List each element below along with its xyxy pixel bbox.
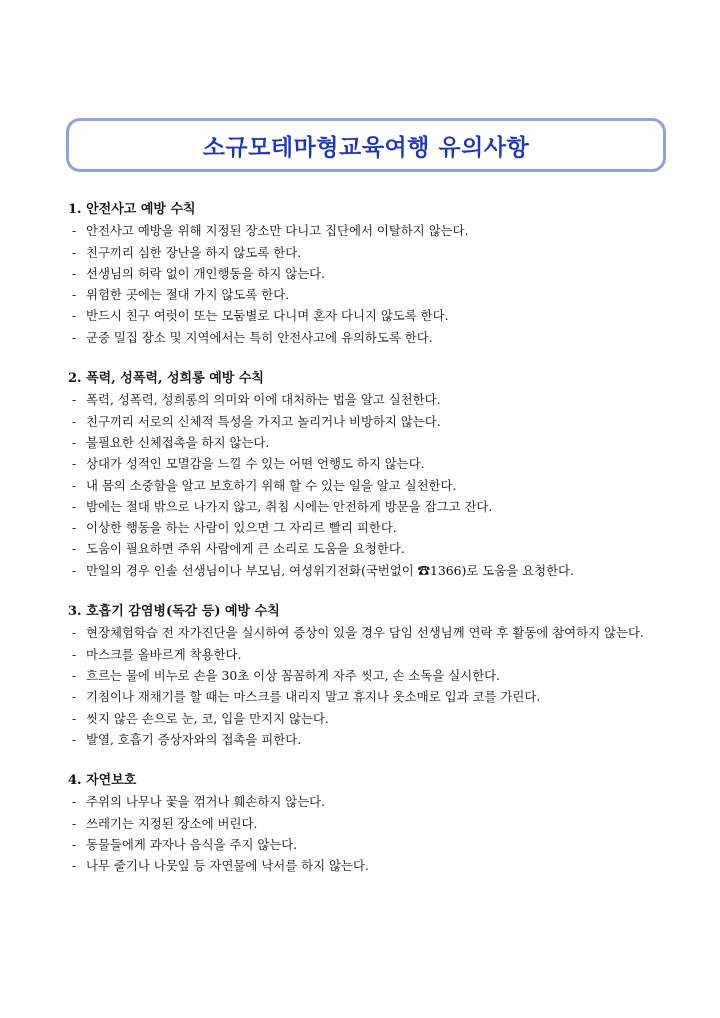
list-item — [68, 411, 668, 432]
list-item-text: 밤에는 절대 밖으로 나가지 않고, 취침 시에는 안전하게 방문을 잠그고 잔다. — [86, 498, 493, 514]
bullet-dash: - — [72, 223, 77, 239]
bullet-dash: - — [72, 858, 77, 874]
list-item — [68, 517, 668, 538]
list-item — [68, 686, 668, 707]
section-heading: 2. 폭력, 성폭력, 성희롱 예방 수칙 — [68, 371, 264, 387]
list-item — [68, 665, 668, 686]
list-item-text: 안전사고 예방을 위해 지정된 장소만 다니고 집단에서 이탈하지 않는다. — [86, 223, 469, 239]
bullet-dash: - — [72, 731, 77, 747]
bullet-dash: - — [72, 646, 77, 662]
list-item-text: 나무 줄기나 나뭇잎 등 자연물에 낙서를 하지 않는다. — [86, 858, 369, 874]
list-item — [68, 538, 668, 559]
section-violence-prevention — [68, 368, 668, 581]
section-heading: 3. 호흡기 감염병(독감 등) 예방 수칙 — [68, 604, 280, 620]
document-body — [68, 199, 668, 897]
list-item — [68, 708, 668, 729]
list-item — [68, 813, 668, 834]
list-item — [68, 327, 668, 348]
list-item-text: 군중 밀집 장소 및 지역에서는 특히 안전사고에 유의하도록 한다. — [86, 329, 433, 345]
list-item — [68, 284, 668, 305]
list-item-text: 선생님의 허락 없이 개인행동을 하지 않는다. — [86, 265, 326, 281]
section-heading: 4. 자연보호 — [68, 773, 137, 789]
bullet-dash: - — [72, 308, 77, 324]
bullet-dash: - — [72, 794, 77, 810]
list-item — [68, 834, 668, 855]
list-item-text: 반드시 친구 여럿이 또는 모둠별로 다니며 혼자 다니지 않도록 한다. — [86, 308, 449, 324]
bullet-dash: - — [72, 477, 77, 493]
list-item — [68, 220, 668, 241]
list-item — [68, 729, 668, 750]
list-item-text: 주위의 나무나 꽃을 꺾거나 훼손하지 않는다. — [86, 794, 326, 810]
bullet-dash: - — [72, 329, 77, 345]
bullet-dash: - — [72, 392, 77, 408]
list-item-text: 도움이 필요하면 주위 사람에게 큰 소리로 도움을 요청한다. — [86, 541, 405, 557]
section-safety — [68, 199, 668, 348]
list-item — [68, 644, 668, 665]
section-heading: 1. 안전사고 예방 수칙 — [68, 202, 196, 217]
bullet-dash: - — [72, 244, 77, 260]
bullet-dash: - — [72, 815, 77, 831]
bullet-dash: - — [72, 287, 77, 303]
bullet-dash: - — [72, 562, 77, 578]
list-item-text: 내 몸의 소중함을 알고 보호하기 위해 할 수 있는 일을 알고 실천한다. — [86, 477, 457, 493]
list-item — [68, 791, 668, 812]
list-item-text: 씻지 않은 손으로 눈, 코, 입을 만지지 않는다. — [86, 710, 329, 726]
bullet-dash: - — [72, 265, 77, 281]
bullet-dash: - — [72, 710, 77, 726]
list-item — [68, 855, 668, 876]
list-item — [68, 305, 668, 326]
list-item-text: 흐르는 물에 비누로 손을 30초 이상 꼼꼼하게 자주 씻고, 손 소독을 실시한다. — [86, 667, 501, 683]
bullet-dash: - — [72, 541, 77, 557]
page-title: 소규모테마형교육여행 유의사항 — [202, 134, 530, 161]
list-item — [68, 560, 668, 581]
bullet-dash: - — [72, 413, 77, 429]
list-item-text: 쓰레기는 지정된 장소에 버린다. — [86, 815, 258, 831]
list-item-text: 발열, 호흡기 증상자와의 접촉을 피한다. — [86, 731, 302, 747]
title-box — [66, 118, 666, 172]
bullet-dash: - — [72, 837, 77, 853]
list-item — [68, 475, 668, 496]
list-item-text: 동물들에게 과자나 음식을 주지 않는다. — [86, 837, 298, 853]
list-item — [68, 242, 668, 263]
list-item-text: 상대가 성적인 모멸감을 느낄 수 있는 어떤 언행도 하지 않는다. — [86, 456, 425, 472]
list-item-text: 이상한 행동을 하는 사람이 있으면 그 자리르 빨리 피한다. — [86, 520, 397, 536]
bullet-dash: - — [72, 498, 77, 514]
bullet-dash: - — [72, 667, 77, 683]
section-nature-protection — [68, 770, 668, 876]
section-respiratory-infection — [68, 601, 668, 750]
list-item-text: 폭력, 성폭력, 성희롱의 의미와 이에 대처하는 법을 알고 실천한다. — [86, 392, 441, 408]
list-item — [68, 432, 668, 453]
list-item — [68, 389, 668, 410]
list-item — [68, 263, 668, 284]
list-item — [68, 622, 668, 643]
bullet-dash: - — [72, 689, 77, 705]
list-item-text: 마스크를 올바르게 착용한다. — [86, 646, 242, 662]
bullet-dash: - — [72, 625, 77, 641]
bullet-dash: - — [72, 456, 77, 472]
list-item-text: 불필요한 신체접촉을 하지 않는다. — [86, 434, 270, 450]
bullet-dash: - — [72, 520, 77, 536]
list-item-text: 만일의 경우 인솔 선생님이나 부모님, 여성위기전화(국번없이 ☎1366)로 도움을 요청한다. — [86, 562, 574, 578]
list-item-text: 위험한 곳에는 절대 가지 않도록 한다. — [86, 287, 290, 303]
list-item-text: 기침이나 재채기를 할 때는 마스크를 내리지 말고 휴지나 옷소매로 입과 코를 가린다. — [86, 689, 541, 705]
list-item — [68, 453, 668, 474]
bullet-dash: - — [72, 434, 77, 450]
list-item — [68, 496, 668, 517]
list-item-text: 친구끼리 서로의 신체적 특성을 가지고 놀리거나 비방하지 않는다. — [86, 413, 441, 429]
list-item-text: 현장체험학습 전 자가진단을 실시하여 증상이 있을 경우 담임 선생님께 연락 후 활동에 참여하지 않는다. — [86, 625, 644, 641]
list-item-text: 친구끼리 심한 장난을 하지 않도록 한다. — [86, 244, 302, 260]
